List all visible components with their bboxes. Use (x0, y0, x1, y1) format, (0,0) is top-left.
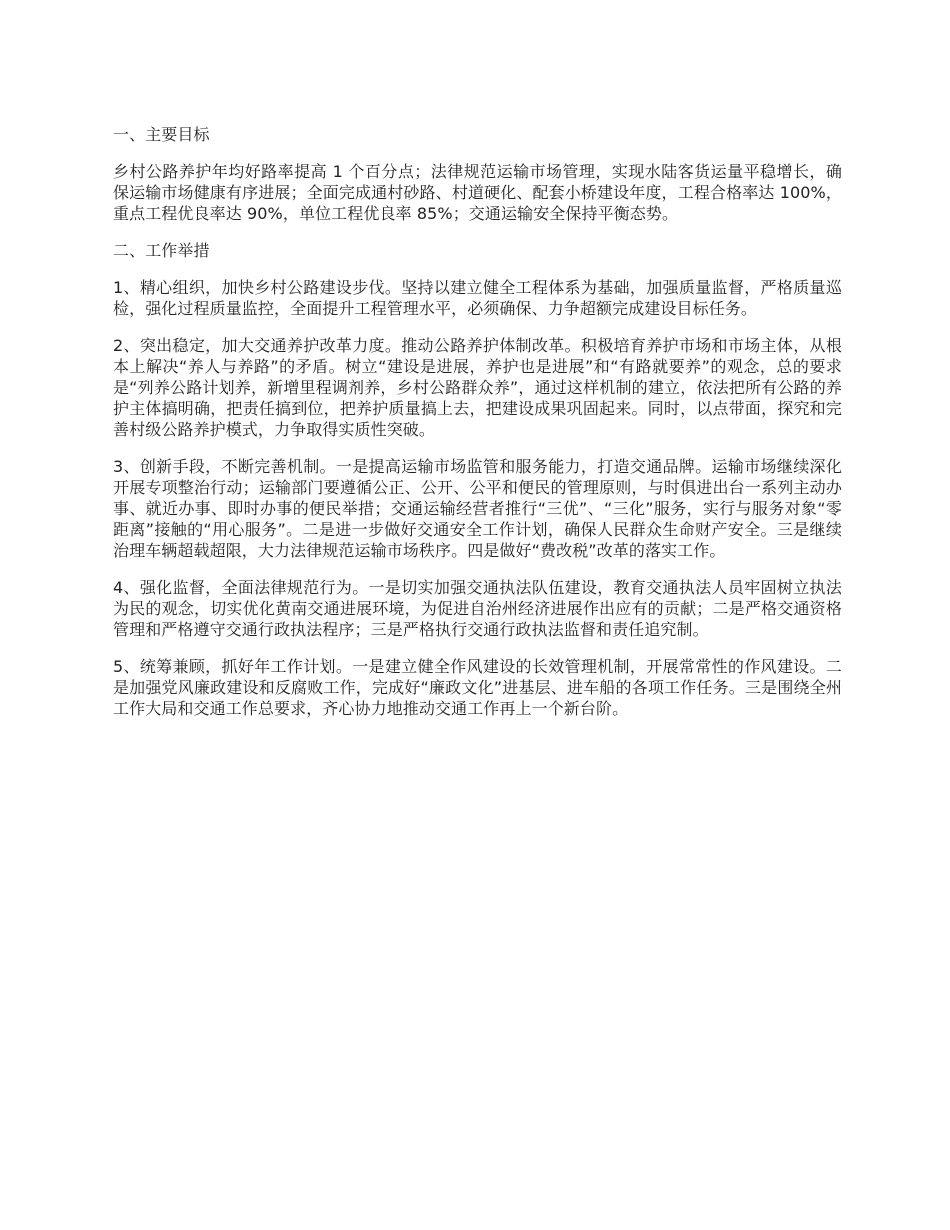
section-heading-main-goals: 一、主要目标 (113, 125, 210, 144)
section-heading-work-measures: 二、工作举措 (113, 241, 210, 260)
paragraph-main-goals: 乡村公路养护年均好路率提高 1 个百分点；法律规范运输市场管理，实现水陆客货运量平稳增长，确保运输市场健康有序进展；全面完成通村砂路、村道硬化、配套小桥建设年度，工程合格率达 100%，重点工程优良率达 90%，单位工程优良率 85%；交通运输安全保持平衡态势。 (113, 162, 842, 223)
paragraph-measure-2: 2、突出稳定，加大交通养护改革力度。推动公路养护体制改革。积极培育养护市场和市场主体，从根本上解决“养人与养路”的矛盾。树立“建设是进展，养护也是进展”和“有路就要养”的观念，总的要求是“列养公路计划养，新增里程调剂养，乡村公路群众养”，通过这样机制的建立，依法把所有公路的养护主体搞明确，把责任搞到位，把养护质量搞上去，把建设成果巩固起来。同时，以点带面，探究和完善村级公路养护模式，力争取得实质性突破。 (113, 336, 842, 439)
paragraph-measure-3: 3、创新手段，不断完善机制。一是提高运输市场监管和服务能力，打造交通品牌。运输市场继续深化开展专项整治行动；运输部门要遵循公正、公开、公平和便民的管理原则，与时俱进出台一系列主动办事、就近办事、即时办事的便民举措；交通运输经营者推行“三优”、“三化”服务，实行与服务对象“零距离”接触的“用心服务”。二是进一步做好交通安全工作计划，确保人民群众生命财产安全。三是继续治理车辆超载超限，大力法律规范运输市场秩序。四是做好“费改税”改革的落实工作。 (113, 457, 842, 560)
paragraph-measure-5: 5、统筹兼顾，抓好年工作计划。一是建立健全作风建设的长效管理机制，开展常常性的作风建设。二是加强党风廉政建设和反腐败工作，完成好“廉政文化”进基层、进车船的各项工作任务。三是围绕全州工作大局和交通工作总要求，齐心协力地推动交通工作再上一个新台阶。 (113, 657, 842, 718)
paragraph-measure-4: 4、强化监督，全面法律规范行为。一是切实加强交通执法队伍建设，教育交通执法人员牢固树立执法为民的观念，切实优化黄南交通进展环境，为促进自治州经济进展作出应有的贡献；二是严格交通资格管理和严格遵守交通行政执法程序；三是严格执行交通行政执法监督和责任追究制。 (113, 578, 842, 639)
paragraph-measure-1: 1、精心组织，加快乡村公路建设步伐。坚持以建立健全工程体系为基础，加强质量监督，严格质量巡检，强化过程质量监控，全面提升工程管理水平，必须确保、力争超额完成建设目标任务。 (113, 278, 842, 318)
